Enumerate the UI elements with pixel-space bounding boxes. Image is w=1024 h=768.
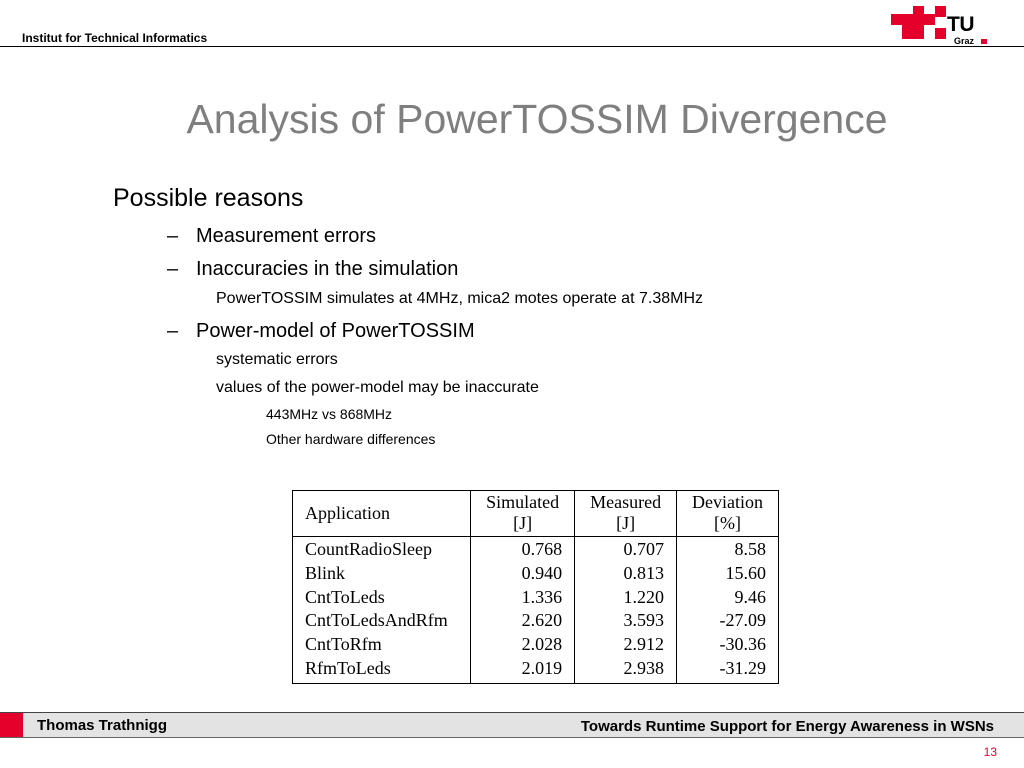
cell-deviation: 9.46 — [677, 586, 779, 610]
cell-deviation: 15.60 — [677, 562, 779, 586]
col-header-simulated: Simulated [J] — [471, 491, 575, 537]
cell-application: CntToLeds — [305, 586, 385, 607]
header-divider — [0, 46, 1024, 47]
bullet-text: Measurement errors — [196, 225, 377, 247]
cell-simulated: 1.336 — [471, 586, 575, 610]
cell-application: CntToRfm — [305, 634, 382, 655]
cell-measured: 1.220 — [575, 586, 677, 610]
cell-application: CountRadioSleep — [305, 539, 432, 559]
cell-deviation: -27.09 — [677, 609, 779, 633]
slide-title: Analysis of PowerTOSSIM Divergence — [186, 96, 888, 142]
cell-application: Blink — [305, 562, 346, 583]
col-header-deviation: Deviation [%] — [677, 491, 779, 537]
footer-divider-bottom — [0, 737, 1024, 738]
cell-simulated: 0.768 — [471, 537, 575, 562]
cell-simulated: 2.028 — [471, 633, 575, 657]
footer-talk-title: Towards Runtime Support for Energy Awareness in WSNs — [580, 718, 994, 735]
sub-bullet-systematic-errors: systematic errors — [216, 351, 338, 368]
footer-accent-block — [0, 713, 23, 737]
cell-simulated: 2.620 — [471, 609, 575, 633]
cell-measured: 2.938 — [575, 657, 677, 683]
energy-comparison-table — [292, 490, 779, 684]
cell-measured: 0.707 — [575, 537, 677, 562]
col-header-measured: Measured [J] — [575, 491, 677, 537]
table-row — [293, 633, 779, 657]
bullet-text: Inaccuracies in the simulation — [196, 258, 459, 280]
cell-deviation: 8.58 — [677, 537, 779, 562]
logo-graz-text: Graz — [954, 36, 975, 46]
table-row — [293, 586, 779, 610]
cell-measured: 0.813 — [575, 562, 677, 586]
bullet-text: Power-model of PowerTOSSIM — [196, 320, 475, 342]
cell-deviation: -31.29 — [677, 657, 779, 683]
institute-name: Institut for Technical Informatics — [22, 31, 208, 45]
sub-bullet-inaccurate-values: values of the power-model may be inaccurate — [216, 379, 539, 396]
table-row — [293, 657, 779, 683]
cell-measured: 3.593 — [575, 609, 677, 633]
table-header-row — [293, 491, 779, 537]
bullet-dash: – — [167, 258, 179, 280]
lead-bullet: Possible reasons — [113, 184, 304, 212]
subsub-bullet-frequency: 443MHz vs 868MHz — [266, 406, 393, 422]
sub-bullet-clock-rate: PowerTOSSIM simulates at 4MHz, mica2 motes operate at 7.38MHz — [216, 290, 703, 307]
cell-deviation: -30.36 — [677, 633, 779, 657]
bullet-dash: – — [167, 225, 179, 247]
footer-author: Thomas Trathnigg — [37, 717, 168, 734]
cell-application: RfmToLeds — [305, 657, 391, 678]
logo-tu-text: TU — [947, 13, 974, 36]
cell-simulated: 2.019 — [471, 657, 575, 683]
page-number: 13 — [983, 745, 997, 759]
table-row — [293, 609, 779, 633]
subsub-bullet-hardware: Other hardware differences — [266, 431, 436, 447]
table-row — [293, 562, 779, 586]
cell-simulated: 0.940 — [471, 562, 575, 586]
bullet-dash: – — [167, 320, 179, 342]
tu-graz-logo — [889, 6, 989, 46]
cell-measured: 2.912 — [575, 633, 677, 657]
cell-application: CntToLedsAndRfm — [305, 610, 448, 631]
col-header-application: Application — [293, 491, 471, 537]
table-row — [293, 537, 779, 562]
